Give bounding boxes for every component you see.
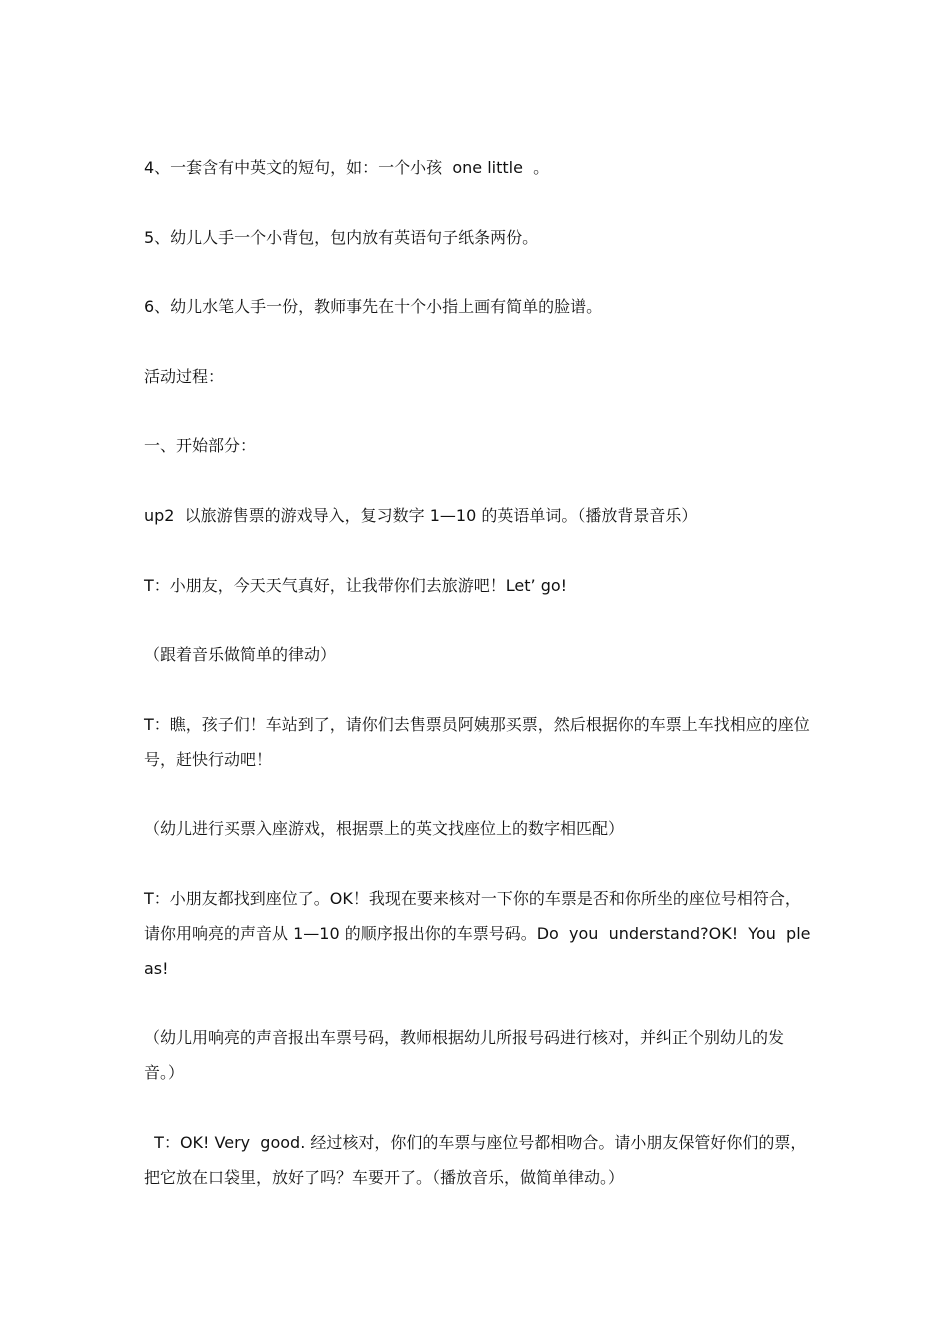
stage-note-2: （幼儿进行买票入座游戏，根据票上的英文找座位上的数字相匹配） (144, 819, 625, 838)
step-up2-paragraph: up2 以旅游售票的游戏导入，复习数字 1—10 的英语单词。（播放背景音乐） (144, 506, 698, 525)
stage-note-1: （跟着音乐做简单的律动） (144, 645, 337, 664)
teacher-line-4: T：OK! Very good. 经过核对，你们的车票与座位号都相吻合。请小朋友保管好你们的票，把它放在口袋里，放好了吗？车要开了。（播放音乐，做简单律动。） (144, 1133, 807, 1187)
material-item-4: 4、一套含有中英文的短句，如：一个小孩 one little 。 (144, 158, 550, 177)
material-item-6: 6、幼儿水笔人手一份，教师事先在十个小指上画有简单的脸谱。 (144, 297, 603, 316)
teacher-line-3: T：小朋友都找到座位了。OK！我现在要来核对一下你的车票是否和你所坐的座位号相符合，请你用响亮的声音从 1—10 的顺序报出你的车票号码。Do you understand?OK! You pleas! (144, 889, 811, 978)
material-item-5: 5、幼儿人手一个小背包，包内放有英语句子纸条两份。 (144, 228, 539, 247)
teacher-line-2: T：瞧，孩子们！车站到了，请你们去售票员阿姨那买票，然后根据你的车票上车找相应的座位号，赶快行动吧！ (144, 715, 810, 769)
stage-note-3: （幼儿用响亮的声音报出车票号码，教师根据幼儿所报号码进行核对，并纠正个别幼儿的发音。） (144, 1028, 785, 1082)
section-heading-start: 一、开始部分： (144, 436, 257, 455)
section-heading-process: 活动过程： (144, 367, 225, 386)
teacher-line-1: T：小朋友，今天天气真好，让我带你们去旅游吧！Let’ go! (144, 576, 568, 595)
